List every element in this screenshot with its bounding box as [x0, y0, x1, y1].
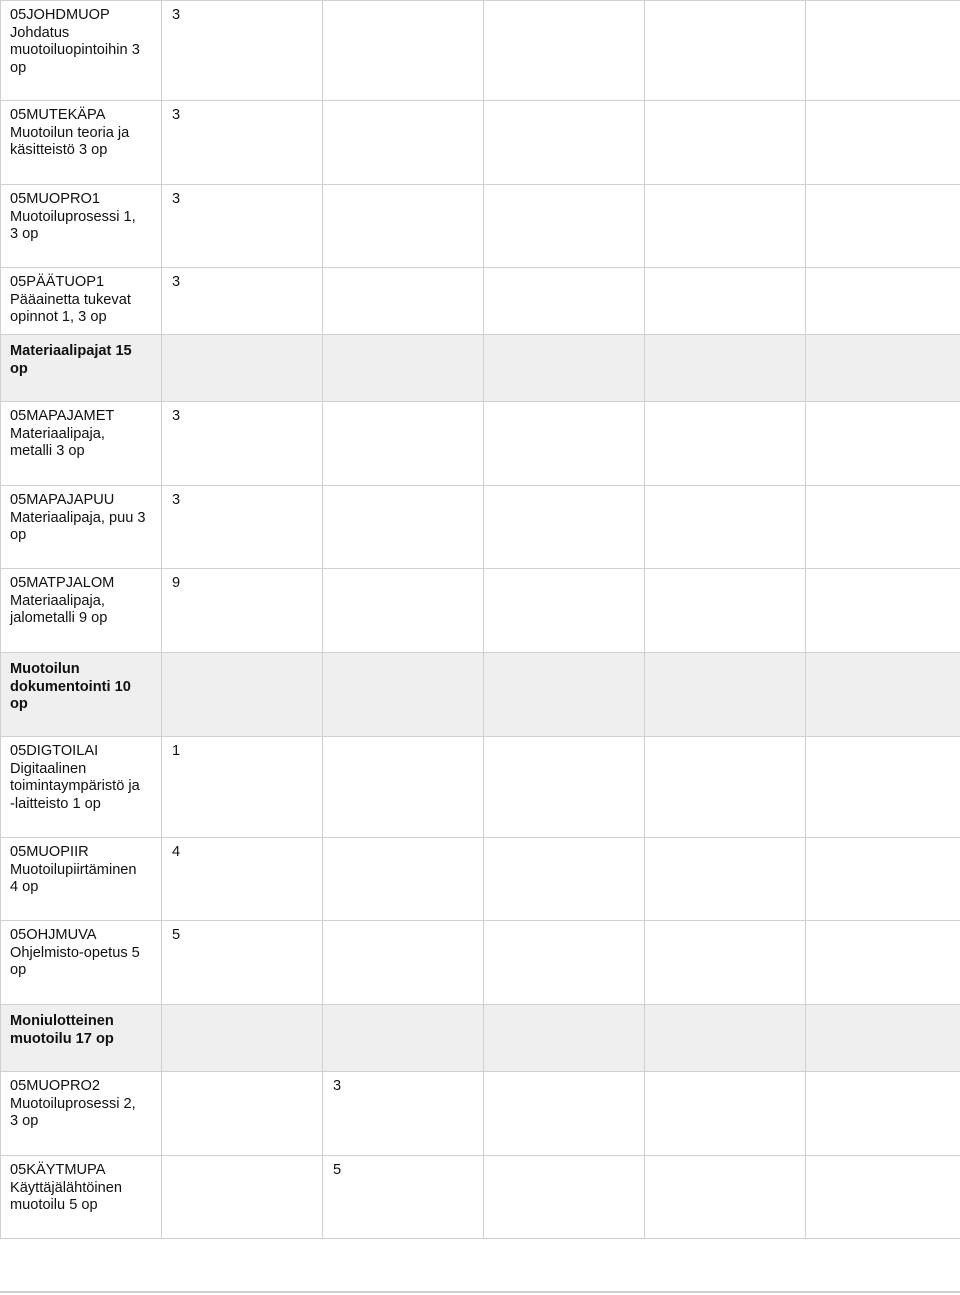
course-name-cell	[1, 838, 162, 921]
credit-cell	[323, 335, 484, 402]
course-name-cell	[1, 921, 162, 1005]
course-row	[1, 1, 960, 101]
credit-value: 4	[172, 844, 181, 860]
credit-cell	[323, 1156, 484, 1239]
credit-cell	[645, 185, 806, 268]
credit-cell	[806, 737, 960, 838]
credit-cell	[162, 185, 323, 268]
credit-cell	[484, 1, 645, 101]
credit-cell	[645, 335, 806, 402]
group-header-row	[1, 653, 960, 737]
credit-cell	[806, 268, 960, 335]
credit-cell	[645, 838, 806, 921]
credit-cell	[162, 737, 323, 838]
credit-cell	[162, 335, 323, 402]
credit-cell	[645, 1005, 806, 1072]
credit-cell	[162, 838, 323, 921]
group-title-cell	[1, 1005, 162, 1072]
course-name: 05MAPAJAMET Materiaalipaja, metalli 3 op	[10, 408, 115, 460]
bottom-divider	[0, 1291, 960, 1293]
credit-value: 3	[333, 1078, 342, 1094]
study-plan-body	[1, 1, 960, 1239]
credit-cell	[645, 268, 806, 335]
credit-cell	[162, 101, 323, 185]
credit-cell	[484, 101, 645, 185]
credit-cell	[645, 1, 806, 101]
course-name: 05JOHDMUOP Johdatus muotoiluopintoihin 3 op	[10, 7, 140, 76]
credit-cell	[806, 335, 960, 402]
course-name: 05MAPAJAPUU Materiaalipaja, puu 3 op	[10, 492, 146, 544]
credit-cell	[484, 653, 645, 737]
credit-cell	[806, 486, 960, 569]
credit-cell	[484, 1072, 645, 1156]
group-title: Materiaalipajat 15 op	[10, 343, 132, 377]
credit-value: 5	[333, 1162, 342, 1178]
course-name: 05DIGTOILAI Digitaalinen toimintaympäristö ja -laitteisto 1 op	[10, 743, 140, 812]
course-row	[1, 268, 960, 335]
credit-cell	[484, 1156, 645, 1239]
credit-cell	[645, 569, 806, 653]
course-name-cell	[1, 185, 162, 268]
course-name-cell	[1, 101, 162, 185]
credit-cell	[162, 402, 323, 486]
credit-value: 3	[172, 107, 181, 123]
course-row	[1, 737, 960, 838]
course-row	[1, 838, 960, 921]
credit-cell	[484, 486, 645, 569]
credit-cell	[645, 402, 806, 486]
credit-value: 3	[172, 7, 181, 23]
course-row	[1, 569, 960, 653]
credit-cell	[806, 653, 960, 737]
group-title: Moniulotteinen muotoilu 17 op	[10, 1013, 114, 1047]
course-name: 05OHJMUVA Ohjelmisto-opetus 5 op	[10, 927, 140, 979]
credit-cell	[162, 486, 323, 569]
credit-value: 3	[172, 274, 181, 290]
credit-cell	[484, 268, 645, 335]
credit-cell	[323, 185, 484, 268]
credit-cell	[645, 1072, 806, 1156]
credit-value: 3	[172, 492, 181, 508]
credit-cell	[645, 486, 806, 569]
course-row	[1, 185, 960, 268]
credit-cell	[323, 101, 484, 185]
credit-cell	[806, 1156, 960, 1239]
credit-cell	[323, 1005, 484, 1072]
credit-cell	[162, 1072, 323, 1156]
credit-value: 9	[172, 575, 181, 591]
credit-cell	[806, 402, 960, 486]
course-name: 05MUOPRO1 Muotoiluprosessi 1, 3 op	[10, 191, 136, 243]
group-title-cell	[1, 653, 162, 737]
credit-cell	[806, 185, 960, 268]
course-row	[1, 921, 960, 1005]
course-name-cell	[1, 1072, 162, 1156]
credit-cell	[323, 1, 484, 101]
group-title-cell	[1, 335, 162, 402]
credit-cell	[806, 1, 960, 101]
credit-cell	[323, 737, 484, 838]
course-name-cell	[1, 402, 162, 486]
credit-cell	[323, 838, 484, 921]
credit-cell	[484, 569, 645, 653]
credit-cell	[645, 1156, 806, 1239]
credit-cell	[323, 653, 484, 737]
credit-cell	[645, 653, 806, 737]
credit-cell	[806, 1005, 960, 1072]
course-name: 05MUOPIIR Muotoilupiirtäminen 4 op	[10, 844, 137, 896]
credit-cell	[806, 838, 960, 921]
credit-value: 3	[172, 191, 181, 207]
credit-cell	[162, 268, 323, 335]
course-row	[1, 402, 960, 486]
course-name-cell	[1, 569, 162, 653]
credit-cell	[484, 1005, 645, 1072]
credit-value: 3	[172, 408, 181, 424]
credit-cell	[323, 486, 484, 569]
course-name: 05MUTEKÄPA Muotoilun teoria ja käsitteistö 3 op	[10, 107, 130, 159]
credit-cell	[484, 737, 645, 838]
credit-cell	[484, 185, 645, 268]
credit-cell	[323, 569, 484, 653]
credit-cell	[484, 335, 645, 402]
credit-value: 1	[172, 743, 181, 759]
credit-cell	[323, 402, 484, 486]
group-header-row	[1, 335, 960, 402]
credit-value: 5	[172, 927, 181, 943]
credit-cell	[323, 921, 484, 1005]
course-name-cell	[1, 486, 162, 569]
course-row	[1, 1072, 960, 1156]
credit-cell	[806, 921, 960, 1005]
credit-cell	[645, 921, 806, 1005]
course-name-cell	[1, 1156, 162, 1239]
credit-cell	[162, 921, 323, 1005]
credit-cell	[806, 569, 960, 653]
credit-cell	[645, 737, 806, 838]
credit-cell	[162, 1, 323, 101]
course-name-cell	[1, 737, 162, 838]
course-name: 05KÄYTMUPA Käyttäjälähtöinen muotoilu 5 op	[10, 1162, 122, 1214]
course-name: 05MUOPRO2 Muotoiluprosessi 2, 3 op	[10, 1078, 136, 1130]
group-title: Muotoilun dokumentointi 10 op	[10, 661, 131, 713]
course-name-cell	[1, 268, 162, 335]
credit-cell	[484, 402, 645, 486]
course-row	[1, 101, 960, 185]
course-name-cell	[1, 1, 162, 101]
credit-cell	[645, 101, 806, 185]
credit-cell	[162, 653, 323, 737]
credit-cell	[484, 921, 645, 1005]
course-name: 05PÄÄTUOP1 Pääainetta tukevat opinnot 1, 3 op	[10, 274, 131, 326]
credit-cell	[162, 569, 323, 653]
course-name: 05MATPJALOM Materiaalipaja, jalometalli 9 op	[10, 575, 115, 627]
credit-cell	[484, 838, 645, 921]
credit-cell	[323, 1072, 484, 1156]
group-header-row	[1, 1005, 960, 1072]
credit-cell	[806, 1072, 960, 1156]
course-row	[1, 486, 960, 569]
credit-cell	[323, 268, 484, 335]
credit-cell	[162, 1156, 323, 1239]
course-row	[1, 1156, 960, 1239]
credit-cell	[806, 101, 960, 185]
credit-cell	[162, 1005, 323, 1072]
